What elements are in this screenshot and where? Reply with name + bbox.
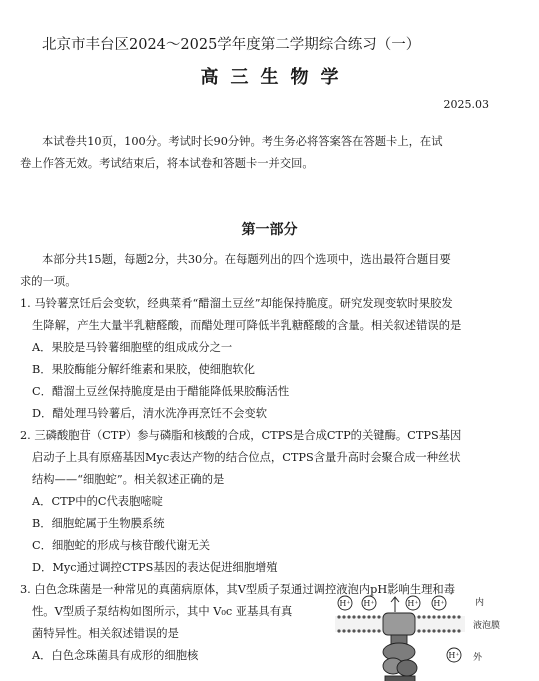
q3-stem-line-2: 性。V型质子泵结构如图所示，其中 V₀c 亚基具有真 [32, 605, 293, 618]
label-outside: 外 [473, 653, 483, 663]
q3-option-a: A．白色念珠菌具有成形的细胞核 [32, 649, 199, 662]
q1-stem-line-1: 1. 马铃薯烹饪后会变软，经典菜肴“醋溜土豆丝”却能保持脆度。研究发现变软时果胶发 [20, 297, 453, 310]
q2-stem-line-3: 结构——“细胞蛇”。相关叙述正确的是 [32, 473, 225, 486]
q1-stem-line-2: 生降解，产生大量半乳糖醛酸，而醋处理可降低半乳糖醛酸的含量。相关叙述错误的是 [32, 319, 462, 332]
intro-line-2: 卷上作答无效。考试结束后，将本试卷和答题卡一并交回。 [20, 157, 314, 170]
exam-date: 2025.03 [443, 98, 489, 111]
exam-title: 高三生物学 [200, 67, 351, 88]
proton-ion-1 [338, 596, 352, 610]
section-title: 第一部分 [241, 222, 298, 238]
q3-stem-line-1: 3. 白色念珠菌是一种常见的真菌病原体，其V型质子泵通过调控液泡内pH影响生理和毒 [20, 583, 456, 596]
proton-pump-figure [333, 592, 533, 681]
proton-ion-label: H⁺ [363, 599, 375, 608]
exam-header: 北京市丰台区2024～2025学年度第二学期综合练习（一） [42, 37, 421, 53]
section-intro-line-1: 本部分共15题，每题2分，共30分。在每题列出的四个选项中，选出最符合题目要 [42, 253, 451, 266]
q1-option-d: D．醋处理马铃薯后，清水洗净再烹饪不会变软 [32, 407, 267, 420]
q2-option-c: C．细胞蛇的形成与核苷酸代谢无关 [32, 539, 211, 552]
q2-stem-line-2: 启动子上具有原癌基因Myc表达产物的结合位点，CTPS含量升高时会聚合成一种丝状 [32, 451, 461, 464]
q2-option-b: B．细胞蛇属于生物膜系统 [32, 517, 165, 530]
proton-ion-label: H⁺ [339, 599, 351, 608]
q3-stem-line-3: 菌特异性。相关叙述错误的是 [32, 627, 179, 640]
intro-line-1: 本试卷共10页，100分。考试时长90分钟。考生务必将答案答在答题卡上，在试 [42, 135, 443, 148]
label-membrane: 液泡膜 [473, 621, 501, 631]
q1-option-c: C．醋溜土豆丝保持脆度是由于醋能降低果胶酶活性 [32, 385, 290, 398]
v-type-proton-pump [383, 613, 417, 681]
q2-option-d: D．Myc通过调控CTPS基因的表达促进细胞增殖 [32, 561, 278, 574]
proton-ion-label: H⁺ [448, 651, 460, 660]
proton-ion-label: H⁺ [433, 599, 445, 608]
q2-stem-line-1: 2. 三磷酸胞苷（CTP）参与磷脂和核酸的合成，CTPS是合成CTP的关键酶。CTPS基因 [20, 429, 462, 442]
q1-option-a: A．果胶是马铃薯细胞壁的组成成分之一 [32, 341, 233, 354]
q2-option-a: A．CTP中的C代表胞嘧啶 [32, 495, 163, 508]
label-inside: 内 [475, 598, 485, 608]
proton-ion-3 [406, 596, 420, 610]
proton-flow-arrow-icon [391, 597, 399, 612]
proton-ion-outside [447, 648, 461, 662]
proton-ion-4 [432, 596, 446, 610]
proton-ion-label: H⁺ [407, 599, 419, 608]
section-intro-line-2: 求的一项。 [20, 275, 77, 288]
q1-option-b: B．果胶酶能分解纤维素和果胶，使细胞软化 [32, 363, 255, 376]
proton-ion-2 [362, 596, 376, 610]
